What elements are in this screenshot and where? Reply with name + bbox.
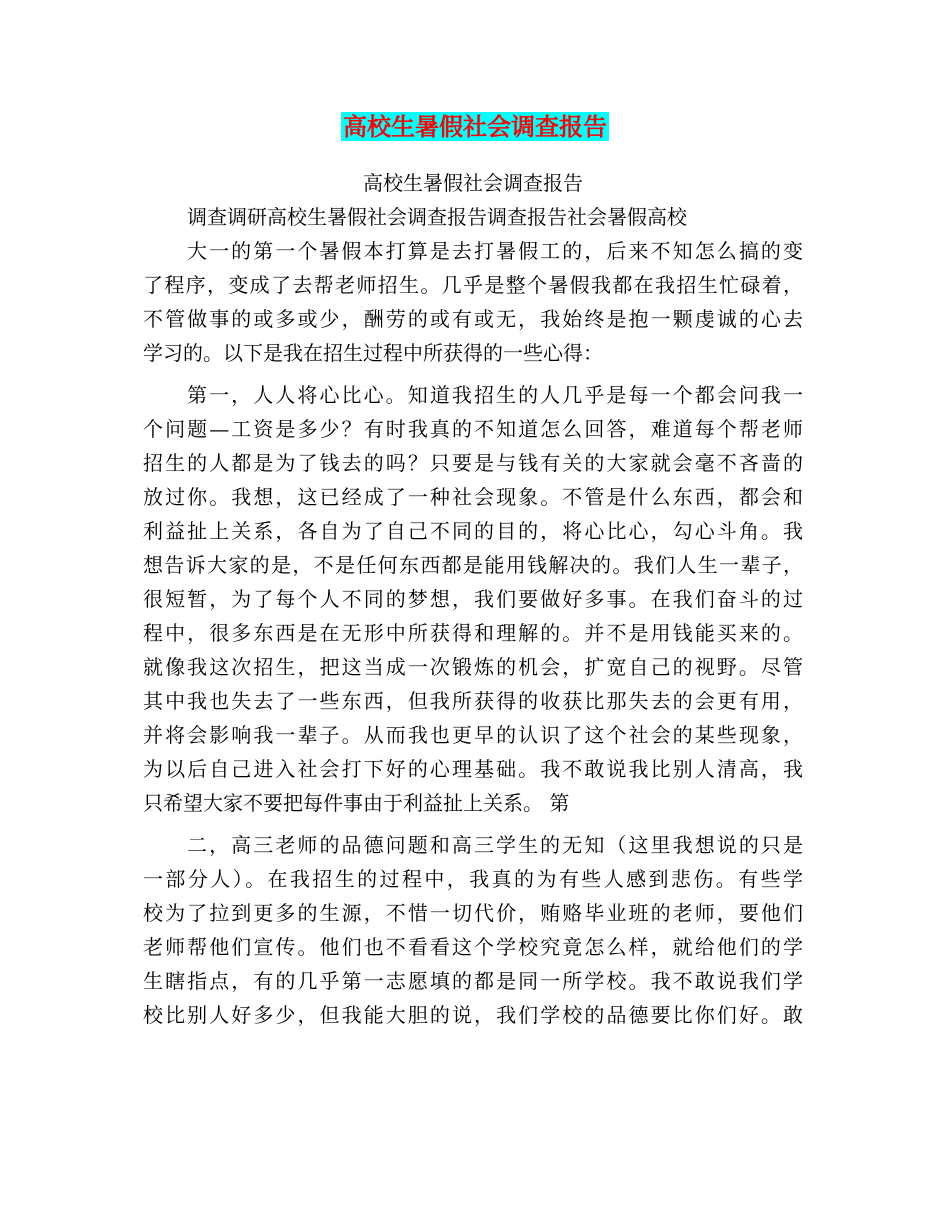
paragraph-2-line-2: 个问题—工资是多少？有时我真的不知道怎么回答，难道每个帮老师 [143,417,803,441]
paragraph-1-line-1: 大一的第一个暑假本打算是去打暑假工的，后来不知怎么搞的变 [187,239,803,263]
paragraph-2-line-6: 想告诉大家的是，不是任何东西都是能用钱解决的。我们人生一辈子， [143,553,803,577]
paragraph-3-line-5: 生瞎指点，有的几乎第一志愿填的都是同一所学校。我不敢说我们学 [143,969,803,993]
paragraph-2-line-10: 其中我也失去了一些东西，但我所获得的收获比那失去的会更有用， [143,689,803,713]
paragraph-1-line-3: 不管做事的或多或少，酬劳的或有或无，我始终是抱一颗虔诚的心去 [143,307,803,331]
document-keywords: 调查调研高校生暑假社会调查报告调查报告社会暑假高校 [187,205,687,229]
paragraph-3-line-6: 校比别人好多少，但我能大胆的说，我们学校的品德要比你们好。敢 [143,1003,803,1027]
paragraph-2-line-3: 招生的人都是为了钱去的吗？只要是与钱有关的大家就会毫不吝啬的 [143,451,803,475]
paragraph-2-line-4: 放过你。我想，这已经成了一种社会现象。不管是什么东西，都会和 [143,485,803,509]
document-subtitle: 高校生暑假社会调查报告 [363,171,583,195]
paragraph-2-line-9: 就像我这次招生，把这当成一次锻炼的机会，扩宽自己的视野。尽管 [143,655,803,679]
document-title [0,110,950,144]
paragraph-3-line-2: 一部分人）。在我招生的过程中，我真的为有些人感到悲伤。有些学 [143,867,803,891]
document-body [143,166,803,1032]
paragraph-3-line-4: 老师帮他们宣传。他们也不看看这个学校究竟怎么样，就给他们的学 [143,935,803,959]
document-title-text: 高校生暑假社会调查报告 [343,112,607,141]
paragraph-2-line-5: 利益扯上关系，各自为了自己不同的目的，将心比心，勾心斗角。我 [143,519,803,543]
paragraph-3-line-1: 二，高三老师的品德问题和高三学生的无知（这里我想说的只是 [187,833,803,857]
paragraph-2-line-1: 第一，人人将心比心。知道我招生的人几乎是每一个都会问我一 [187,383,803,407]
paragraph-2-line-13: 只希望大家不要把每件事由于利益扯上关系。 第 [143,791,570,815]
paragraph-1-line-2: 了程序，变成了去帮老师招生。几乎是整个暑假我都在我招生忙碌着， [143,273,803,297]
paragraph-1-line-4: 学习的。以下是我在招生过程中所获得的一些心得： [143,341,603,365]
paragraph-3-line-3: 校为了拉到更多的生源，不惜一切代价，贿赂毕业班的老师，要他们 [143,901,803,925]
paragraph-2-line-8: 程中，很多东西是在无形中所获得和理解的。并不是用钱能买来的。 [143,621,803,645]
paragraph-2-line-12: 为以后自己进入社会打下好的心理基础。我不敢说我比别人清高，我 [143,757,803,781]
paragraph-2-line-11: 并将会影响我一辈子。从而我也更早的认识了这个社会的某些现象， [143,723,803,747]
paragraph-2-line-7: 很短暂，为了每个人不同的梦想，我们要做好多事。在我们奋斗的过 [143,587,803,611]
